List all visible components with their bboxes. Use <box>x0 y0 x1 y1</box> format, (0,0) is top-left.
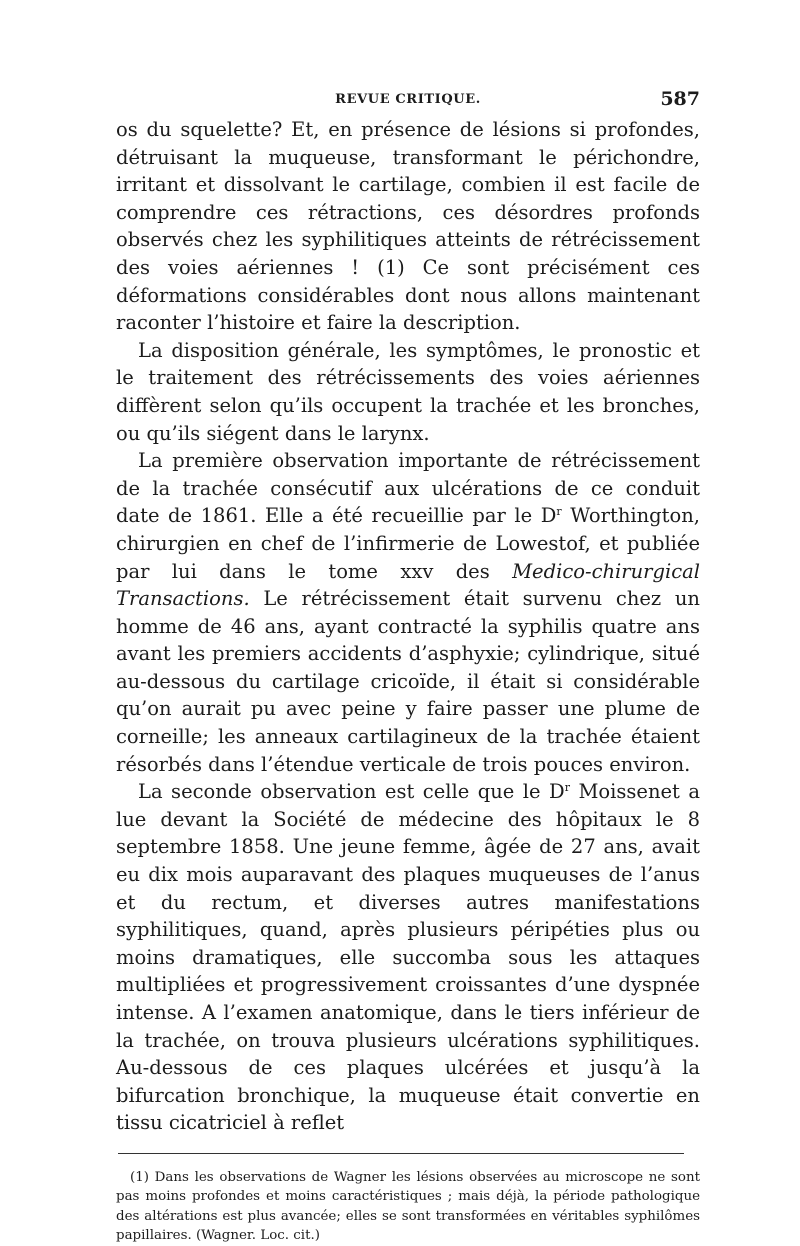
paragraph-4-text-b: Moissenet a lue devant la Société de médecine des hôpitaux le 8 septembre 1858. Une jeune femme, âgée de 27 ans, avait eu dix mois auparavant des plaques muqueuses de l’anus et du rectum, et diverses autres manifestations syphilitiques, quand, après plusieurs péripéties plus ou moins dramatiques, elle succomba sous les attaques multipliées et progressivement croissantes d’une dyspnée intense. A l’examen anatomique, dans le tiers inférieur de la trachée, on trouva plusieurs ulcérations syphilitiques. Au-dessous de ces plaques ulcérées et jusqu’à la bifurcation bronchique, la muqueuse était convertie en tissu cicatriciel à reflet <box>116 780 700 1135</box>
journal-title: Medico-chirurgical Transactions. <box>116 559 700 611</box>
paragraph-3 <box>116 447 700 778</box>
paragraph-4-text-a: La seconde observation est celle que le D <box>138 780 565 804</box>
footnote-rule <box>118 1153 684 1154</box>
paragraph-2: La disposition générale, les symptômes, le pronostic et le traitement des rétrécissements des voies aériennes diffèrent selon qu’ils occupent la trachée et les bronches, ou qu’ils siégent dans le larynx. <box>116 338 700 445</box>
paragraph-3-text-b: Worthington, chirurgien en chef de l’infirmerie de Lowestof, et publiée par lui dans le tome xxv des <box>116 504 700 583</box>
doctor-abbrev-sup-1: r <box>556 505 562 519</box>
body-text <box>116 116 700 1137</box>
paragraph-3-text-a: La première observation importante de rétrécissement de la trachée consécutif aux ulcérations de ce conduit date de 1861. Elle a été recueillie par le D <box>116 449 700 528</box>
page-number: 587 <box>660 88 700 110</box>
paragraph-1: os du squelette? Et, en présence de lésions si profondes, détruisant la muqueuse, transformant le périchondre, irritant et dissolvant le cartilage, combien il est facile de comprendre ces rétractions, ces désordres profonds observés chez les syphilitiques atteints de rétrécissement des voies aériennes ! (1) Ce sont précisément ces déformations considérables dont nous allons maintenant raconter l’histoire et faire la description. <box>116 118 700 335</box>
running-title: REVUE CRITIQUE. <box>335 92 481 107</box>
doctor-abbrev-sup-2: r <box>564 781 570 795</box>
running-head <box>116 90 700 116</box>
footnote: (1) Dans les observations de Wagner les lésions observées au microscope ne sont pas moins profondes et moins caractéristiques ; mais déjà, la période pathologique des altérations est plus avancée; elles se sont transformées en véritables syphilômes papillaires. (Wagner. Loc. cit.) <box>116 1169 700 1244</box>
paragraph-3-text-c: Le rétrécissement était survenu chez un homme de 46 ans, ayant contracté la syphilis quatre ans avant les premiers accidents d’asphyxie; cylindrique, situé au-dessous du cartilage cricoïde, il était si considérable qu’on aurait pu avec peine y faire passer une plume de corneille; les anneaux cartilagineux de la trachée étaient résorbés dans l’étendue verticale de trois pouces environ. <box>116 587 700 776</box>
book-page <box>116 90 700 1246</box>
paragraph-4 <box>116 778 700 1137</box>
